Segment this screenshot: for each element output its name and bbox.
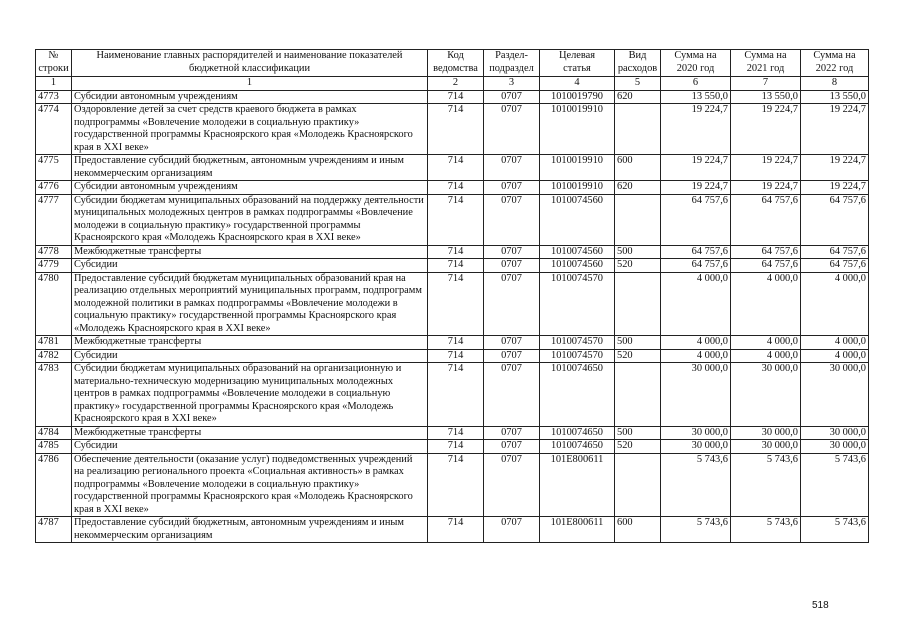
- sum-2020: 13 550,0: [661, 90, 731, 104]
- department-code: 714: [428, 104, 484, 155]
- sum-2022: 64 757,6: [801, 194, 869, 245]
- column-number: 4: [540, 77, 615, 91]
- row-name: Межбюджетные трансферты: [72, 245, 428, 259]
- header-target-item: Целевая статья: [540, 50, 615, 77]
- expense-kind: [615, 104, 661, 155]
- budget-table: [35, 49, 869, 543]
- column-number: 8: [801, 77, 869, 91]
- section-code: 0707: [484, 336, 540, 350]
- department-code: 714: [428, 426, 484, 440]
- target-item: 1010074650: [540, 426, 615, 440]
- sum-2021: 30 000,0: [731, 426, 801, 440]
- expense-kind: 620: [615, 90, 661, 104]
- section-code: 0707: [484, 259, 540, 273]
- sum-2022: 13 550,0: [801, 90, 869, 104]
- expense-kind: [615, 272, 661, 336]
- department-code: 714: [428, 453, 484, 517]
- sum-2020: 19 224,7: [661, 155, 731, 181]
- sum-2022: 64 757,6: [801, 259, 869, 273]
- section-code: 0707: [484, 194, 540, 245]
- sum-2021: 19 224,7: [731, 155, 801, 181]
- sum-2022: 30 000,0: [801, 363, 869, 427]
- sum-2021: 64 757,6: [731, 245, 801, 259]
- header-department-code: Код ведомства: [428, 50, 484, 77]
- sum-2021: 64 757,6: [731, 259, 801, 273]
- row-number: 4778: [36, 245, 72, 259]
- department-code: 714: [428, 181, 484, 195]
- expense-kind: [615, 363, 661, 427]
- section-code: 0707: [484, 272, 540, 336]
- section-code: 0707: [484, 104, 540, 155]
- sum-2020: 19 224,7: [661, 104, 731, 155]
- sum-2022: 5 743,6: [801, 453, 869, 517]
- sum-2022: 19 224,7: [801, 155, 869, 181]
- sum-2022: 19 224,7: [801, 181, 869, 195]
- section-code: 0707: [484, 453, 540, 517]
- section-code: 0707: [484, 349, 540, 363]
- table-row: [36, 363, 869, 427]
- row-name: Субсидии бюджетам муниципальных образований на организационную и материально-техническую модернизацию муниципальных молодежных центров в рамках подпрограммы «Вовлечение молодежи в социальную практику» государственной программы Красноярского края «Молодежь Красноярского края в XXI веке»: [72, 363, 428, 427]
- row-number: 4774: [36, 104, 72, 155]
- row-name: Оздоровление детей за счет средств краевого бюджета в рамках подпрограммы «Вовлечение молодежи в социальную практику» государственной программы Красноярского края «Молодежь Красноярского края в XXI веке»: [72, 104, 428, 155]
- section-code: 0707: [484, 155, 540, 181]
- sum-2020: 19 224,7: [661, 181, 731, 195]
- sum-2020: 4 000,0: [661, 336, 731, 350]
- expense-kind: 520: [615, 440, 661, 454]
- sum-2020: 5 743,6: [661, 517, 731, 543]
- column-number: 1: [36, 77, 72, 91]
- header-row: [36, 50, 869, 77]
- section-code: 0707: [484, 426, 540, 440]
- row-name: Субсидии бюджетам муниципальных образований на поддержку деятельности муниципальных молодежных центров в рамках подпрограммы «Вовлечение молодежи в социальную практику» государственной программы Красноярского края «Молодежь Красноярского края в XXI веке»: [72, 194, 428, 245]
- row-name: Предоставление субсидий бюджетам муниципальных образований края на реализацию отдельных мероприятий муниципальных программ, подпрограмм молодежной политики в рамках подпрограммы «Вовлечение молодежи в социальную практику» государственной программы Красноярского края «Молодежь Красноярского края в XXI веке»: [72, 272, 428, 336]
- row-name: Субсидии: [72, 440, 428, 454]
- row-number: 4777: [36, 194, 72, 245]
- table-row: [36, 90, 869, 104]
- row-number: 4787: [36, 517, 72, 543]
- department-code: 714: [428, 440, 484, 454]
- column-number: 1: [72, 77, 428, 91]
- target-item: 1010074560: [540, 245, 615, 259]
- department-code: 714: [428, 349, 484, 363]
- table-row: [36, 181, 869, 195]
- column-number: 2: [428, 77, 484, 91]
- target-item: 1010019910: [540, 155, 615, 181]
- header-section: Раздел- подраздел: [484, 50, 540, 77]
- row-name: Субсидии автономным учреждениям: [72, 181, 428, 195]
- expense-kind: [615, 194, 661, 245]
- sum-2020: 30 000,0: [661, 440, 731, 454]
- department-code: 714: [428, 363, 484, 427]
- sum-2022: 4 000,0: [801, 272, 869, 336]
- table-row: [36, 245, 869, 259]
- department-code: 714: [428, 259, 484, 273]
- header-name: Наименование главных распорядителей и наименование показателей бюджетной классификации: [72, 50, 428, 77]
- row-number: 4776: [36, 181, 72, 195]
- row-number: 4781: [36, 336, 72, 350]
- expense-kind: [615, 453, 661, 517]
- sum-2021: 13 550,0: [731, 90, 801, 104]
- sum-2021: 4 000,0: [731, 349, 801, 363]
- sum-2020: 4 000,0: [661, 272, 731, 336]
- department-code: 714: [428, 245, 484, 259]
- sum-2020: 64 757,6: [661, 245, 731, 259]
- table-row: [36, 349, 869, 363]
- sum-2020: 64 757,6: [661, 259, 731, 273]
- column-number: 5: [615, 77, 661, 91]
- expense-kind: 520: [615, 349, 661, 363]
- table-row: [36, 336, 869, 350]
- header-row-number: № строки: [36, 50, 72, 77]
- table-row: [36, 104, 869, 155]
- column-number-row: [36, 77, 869, 91]
- target-item: 1010074560: [540, 259, 615, 273]
- row-number: 4786: [36, 453, 72, 517]
- target-item: 101E800611: [540, 517, 615, 543]
- row-name: Субсидии: [72, 349, 428, 363]
- sum-2022: 30 000,0: [801, 426, 869, 440]
- table-row: [36, 259, 869, 273]
- section-code: 0707: [484, 181, 540, 195]
- sum-2022: 64 757,6: [801, 245, 869, 259]
- sum-2020: 64 757,6: [661, 194, 731, 245]
- row-name: Предоставление субсидий бюджетным, автономным учреждениям и иным некоммерческим организациям: [72, 155, 428, 181]
- department-code: 714: [428, 272, 484, 336]
- table-row: [36, 194, 869, 245]
- department-code: 714: [428, 155, 484, 181]
- column-number: 3: [484, 77, 540, 91]
- department-code: 714: [428, 90, 484, 104]
- sum-2021: 5 743,6: [731, 517, 801, 543]
- row-number: 4780: [36, 272, 72, 336]
- sum-2022: 5 743,6: [801, 517, 869, 543]
- table-row: [36, 426, 869, 440]
- target-item: 101E800611: [540, 453, 615, 517]
- target-item: 1010019790: [540, 90, 615, 104]
- department-code: 714: [428, 517, 484, 543]
- sum-2020: 4 000,0: [661, 349, 731, 363]
- sum-2021: 64 757,6: [731, 194, 801, 245]
- expense-kind: 520: [615, 259, 661, 273]
- sum-2022: 30 000,0: [801, 440, 869, 454]
- expense-kind: 620: [615, 181, 661, 195]
- section-code: 0707: [484, 440, 540, 454]
- sum-2021: 19 224,7: [731, 104, 801, 155]
- department-code: 714: [428, 194, 484, 245]
- header-expense-kind: Вид расходов: [615, 50, 661, 77]
- table-row: [36, 440, 869, 454]
- sum-2020: 5 743,6: [661, 453, 731, 517]
- target-item: 1010074560: [540, 194, 615, 245]
- sum-2021: 19 224,7: [731, 181, 801, 195]
- sum-2022: 19 224,7: [801, 104, 869, 155]
- target-item: 1010074570: [540, 349, 615, 363]
- expense-kind: 600: [615, 155, 661, 181]
- expense-kind: 500: [615, 426, 661, 440]
- department-code: 714: [428, 336, 484, 350]
- row-name: Субсидии: [72, 259, 428, 273]
- sum-2021: 30 000,0: [731, 440, 801, 454]
- column-number: 7: [731, 77, 801, 91]
- sum-2021: 4 000,0: [731, 336, 801, 350]
- row-number: 4779: [36, 259, 72, 273]
- table-row: [36, 272, 869, 336]
- sum-2021: 5 743,6: [731, 453, 801, 517]
- target-item: 1010019910: [540, 181, 615, 195]
- table-row: [36, 155, 869, 181]
- page-number: 518: [812, 600, 829, 611]
- expense-kind: 500: [615, 245, 661, 259]
- row-number: 4785: [36, 440, 72, 454]
- target-item: 1010074570: [540, 272, 615, 336]
- section-code: 0707: [484, 245, 540, 259]
- sum-2021: 4 000,0: [731, 272, 801, 336]
- table-row: [36, 453, 869, 517]
- sum-2020: 30 000,0: [661, 426, 731, 440]
- table-body: [36, 90, 869, 543]
- sum-2021: 30 000,0: [731, 363, 801, 427]
- target-item: 1010019910: [540, 104, 615, 155]
- expense-kind: 500: [615, 336, 661, 350]
- target-item: 1010074570: [540, 336, 615, 350]
- row-number: 4775: [36, 155, 72, 181]
- row-name: Межбюджетные трансферты: [72, 426, 428, 440]
- section-code: 0707: [484, 517, 540, 543]
- header-sum-2022: Сумма на 2022 год: [801, 50, 869, 77]
- target-item: 1010074650: [540, 363, 615, 427]
- row-number: 4783: [36, 363, 72, 427]
- row-name: Обеспечение деятельности (оказание услуг) подведомственных учреждений на реализацию регионального проекта «Социальная активность» в рамках подпрограммы «Вовлечение молодежи в социальную практику» государственной программы Красноярского края «Молодежь Красноярского края в XXI веке»: [72, 453, 428, 517]
- column-number: 6: [661, 77, 731, 91]
- section-code: 0707: [484, 90, 540, 104]
- sum-2020: 30 000,0: [661, 363, 731, 427]
- table-row: [36, 517, 869, 543]
- sum-2022: 4 000,0: [801, 349, 869, 363]
- sum-2022: 4 000,0: [801, 336, 869, 350]
- row-number: 4782: [36, 349, 72, 363]
- section-code: 0707: [484, 363, 540, 427]
- expense-kind: 600: [615, 517, 661, 543]
- row-name: Предоставление субсидий бюджетным, автономным учреждениям и иным некоммерческим организациям: [72, 517, 428, 543]
- row-number: 4773: [36, 90, 72, 104]
- target-item: 1010074650: [540, 440, 615, 454]
- header-sum-2020: Сумма на 2020 год: [661, 50, 731, 77]
- row-number: 4784: [36, 426, 72, 440]
- row-name: Субсидии автономным учреждениям: [72, 90, 428, 104]
- header-sum-2021: Сумма на 2021 год: [731, 50, 801, 77]
- row-name: Межбюджетные трансферты: [72, 336, 428, 350]
